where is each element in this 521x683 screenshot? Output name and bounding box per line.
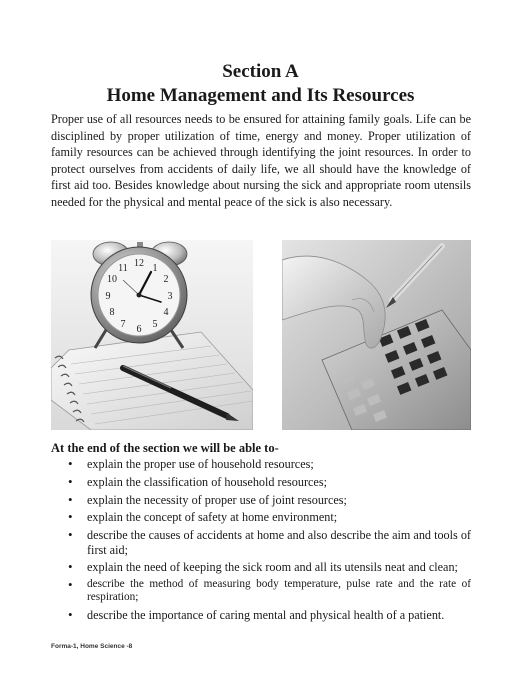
page-footer: Forma-1, Home Science -8 xyxy=(51,643,133,650)
list-item: • explain the classification of household resources; xyxy=(51,475,471,489)
list-item: • explain the necessity of proper use of joint resources; xyxy=(51,493,471,507)
clock-numeral-6: 6 xyxy=(136,324,142,335)
clock-numeral-4: 4 xyxy=(163,307,169,318)
list-item: • describe the importance of caring mental and physical health of a patient. xyxy=(51,608,471,622)
list-item: • describe the method of measuring body temperature, pulse rate and the rate of respiration; xyxy=(51,578,471,604)
list-item: • explain the proper use of household resources; xyxy=(51,457,471,471)
clock-numeral-7: 7 xyxy=(120,319,126,330)
outcomes-list xyxy=(51,457,471,626)
list-item: • explain the concept of safety at home environment; xyxy=(51,510,471,524)
clock-numeral-3: 3 xyxy=(167,291,173,302)
clock-numeral-12: 12 xyxy=(134,258,144,269)
intro-paragraph: Proper use of all resources needs to be ensured for attaining family goals. Life can be disciplined by proper utilization of time, energy and money. Proper utilization of family resources can be achieved through identifying the joint resources. In order to protect ourselves from accidents of daily life, we all should have the knowledge of first aid too. Besides knowledge about nursing the sick and appropriate room utensils needed for the physical and mental peace of the sick is also necessary. xyxy=(51,112,471,209)
alarm-clock-notebook-pen-photo xyxy=(51,240,253,430)
clock-numeral-2: 2 xyxy=(163,274,169,285)
list-item: • explain the need of keeping the sick room and all its utensils neat and clean; xyxy=(51,560,471,574)
clock-numeral-5: 5 xyxy=(152,319,158,330)
section-label: Section A xyxy=(222,61,299,82)
alarm-clock-icon xyxy=(91,242,187,348)
clock-numeral-9: 9 xyxy=(105,291,111,302)
section-title: Home Management and Its Resources xyxy=(106,85,415,106)
outcomes-heading: At the end of the section we will be able to- xyxy=(51,441,279,455)
clock-numeral-1: 1 xyxy=(152,263,158,274)
hand-calculator-pen-photo xyxy=(282,240,471,430)
list-item: • describe the causes of accidents at home and also describe the aim and tools of first aid; xyxy=(51,528,471,557)
clock-numeral-8: 8 xyxy=(109,307,115,318)
clock-numeral-10: 10 xyxy=(107,274,117,285)
clock-numeral-11: 11 xyxy=(118,263,128,274)
